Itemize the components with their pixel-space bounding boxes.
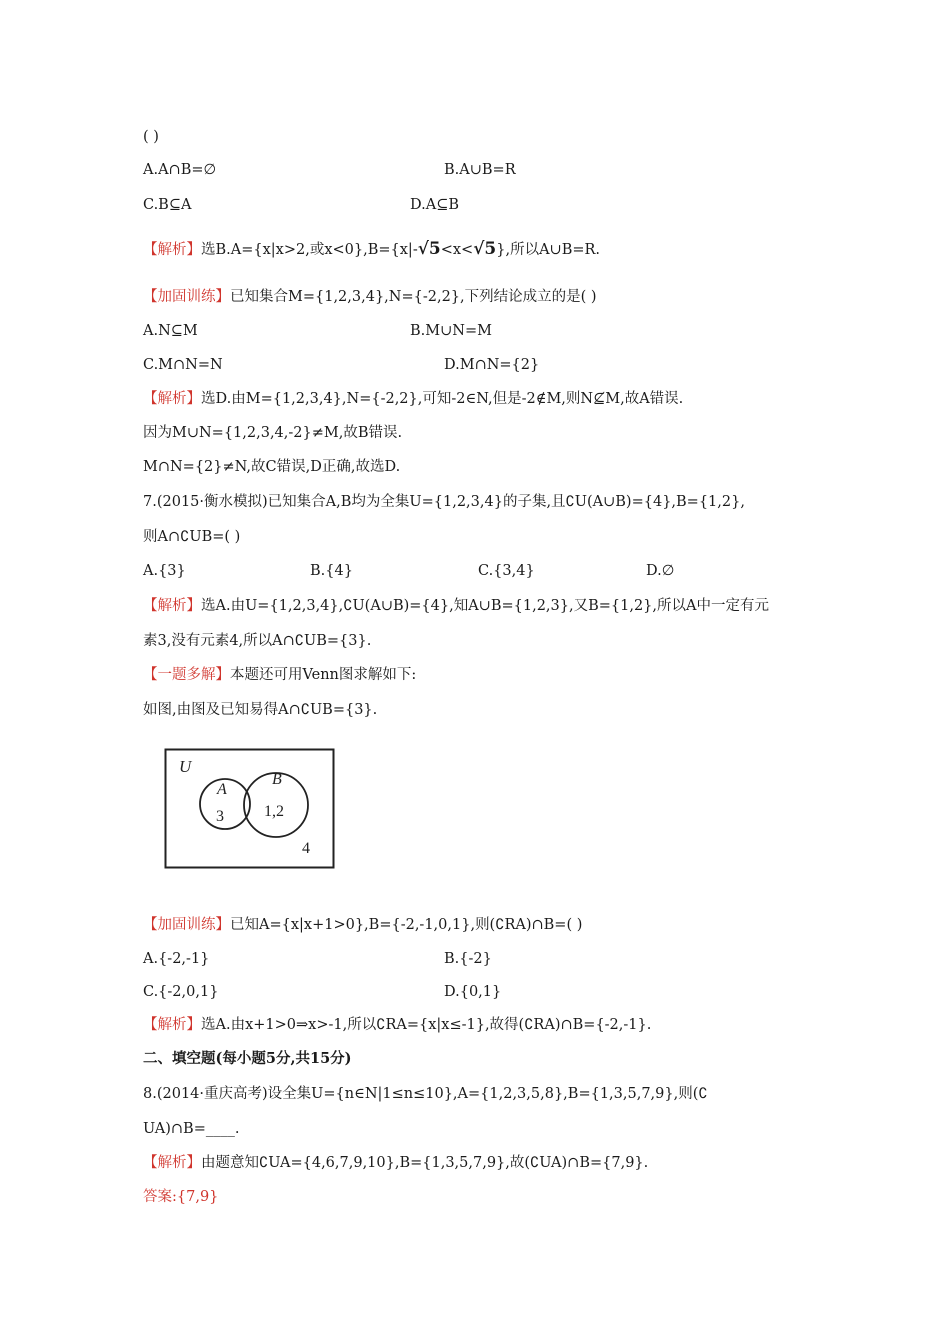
ex1-solution-text-1: 选D.由M={1,2,3,4},N={-2,2},可知-2∈N,但是-2∉M,则N⊈M,故A错误. — [201, 391, 684, 407]
ex2-option-a: A.{-2,-1} — [143, 951, 210, 967]
solution-tag: 【解析】 — [143, 391, 201, 407]
ex1-stem — [143, 287, 597, 307]
ex2-option-c: C.{-2,0,1} — [143, 984, 219, 1000]
q8-solution-text: 由题意知∁UA={4,6,7,9,10},B={1,3,5,7,9},故(∁UA)∩B={7,9}. — [201, 1155, 649, 1171]
multi-solution-tag: 【一题多解】 — [143, 667, 230, 683]
solution-tag: 【解析】 — [143, 242, 201, 258]
solution-tag: 【解析】 — [143, 1155, 201, 1171]
ex2-option-b: B.{-2} — [444, 951, 492, 967]
set-b-label: B — [272, 771, 282, 788]
answer-value: {7,9} — [176, 1189, 219, 1205]
ex1-option-c: C.M∩N=N — [143, 357, 223, 373]
q6-option-a: A.A∩B=∅ — [143, 162, 217, 178]
q8-stem-line-2: UA)∩B=____. — [143, 1121, 240, 1137]
ex1-solution-line-1 — [143, 389, 683, 409]
q7-multi-solution-text: 本题还可用Venn图求解如下: — [230, 667, 417, 683]
q7-solution-line-1 — [143, 596, 769, 616]
solution-tag: 【解析】 — [143, 1017, 201, 1033]
ex1-option-d: D.M∩N={2} — [444, 357, 540, 373]
ex2-solution-text: 选A.由x+1>0⇒x>-1,所以∁RA={x|x≤-1},故得(∁RA)∩B={-2,-1}. — [201, 1017, 652, 1033]
q6-solution-part-3: },所以A∪B=R. — [496, 242, 601, 258]
ex2-option-d: D.{0,1} — [444, 984, 502, 1000]
q6-solution-part-1: 选B.A={x|x>2,或x<0},B={x|- — [201, 242, 418, 258]
sqrt-5-symbol: √5 — [417, 239, 441, 259]
q6-option-b: B.A∪B=R — [444, 162, 516, 178]
ex2-stem — [143, 915, 582, 935]
solution-tag: 【解析】 — [143, 598, 201, 614]
outside-value: 4 — [302, 840, 310, 857]
ex1-option-b: B.M∪N=M — [410, 323, 492, 339]
q7-stem-line-2: 则A∩∁UB=( ) — [143, 529, 241, 545]
ex1-solution-line-2: 因为M∪N={1,2,3,4,-2}≠M,故B错误. — [143, 425, 403, 441]
q7-figure-intro: 如图,由图及已知易得A∩∁UB={3}. — [143, 702, 378, 718]
q8-stem-line-1: 8.(2014·重庆高考)设全集U={n∈N|1≤n≤10},A={1,2,3,5,8},B={1,3,5,7,9},则(∁ — [143, 1086, 708, 1102]
venn-diagram — [164, 748, 336, 870]
q8-answer — [143, 1187, 218, 1207]
a-only-value: 3 — [216, 808, 224, 825]
q7-multi-solution — [143, 665, 416, 685]
set-a-label: A — [217, 781, 227, 798]
reinforcement-tag: 【加固训练】 — [143, 289, 230, 305]
b-region-value: 1,2 — [264, 803, 284, 820]
q6-solution — [143, 239, 600, 260]
section-2-title: 二、填空题(每小题5分,共15分) — [143, 1050, 352, 1067]
q6-solution-part-2: <x< — [440, 242, 474, 258]
q7-option-d: D.∅ — [646, 563, 675, 579]
universe-label: U — [179, 757, 192, 776]
q7-option-b: B.{4} — [310, 563, 353, 579]
q8-solution — [143, 1153, 648, 1173]
ex1-option-a: A.N⊆M — [143, 323, 198, 339]
ex2-stem-text: 已知A={x|x+1>0},B={-2,-1,0,1},则(∁RA)∩B=( ) — [230, 917, 583, 933]
answer-label: 答案: — [143, 1189, 177, 1205]
q7-option-c: C.{3,4} — [478, 563, 535, 579]
ex1-solution-line-3: M∩N={2}≠N,故C错误,D正确,故选D. — [143, 459, 401, 475]
sqrt-5-symbol: √5 — [473, 239, 497, 259]
q7-stem-line-1: 7.(2015·衡水模拟)已知集合A,B均为全集U={1,2,3,4}的子集,且∁U(A∪B)={4},B={1,2}, — [143, 494, 745, 510]
q7-solution-text-1: 选A.由U={1,2,3,4},∁U(A∪B)={4},知A∪B={1,2,3},又B={1,2},所以A中一定有元 — [201, 598, 769, 614]
q6-option-c: C.B⊆A — [143, 197, 192, 213]
ex1-stem-text: 已知集合M={1,2,3,4},N={-2,2},下列结论成立的是( ) — [230, 289, 597, 305]
q7-option-a: A.{3} — [143, 563, 186, 579]
reinforcement-tag: 【加固训练】 — [143, 917, 230, 933]
ex2-solution — [143, 1015, 651, 1035]
q6-paren: ( ) — [143, 129, 159, 145]
q6-option-d: D.A⊆B — [410, 197, 459, 213]
q7-solution-line-2: 素3,没有元素4,所以A∩∁UB={3}. — [143, 633, 372, 649]
